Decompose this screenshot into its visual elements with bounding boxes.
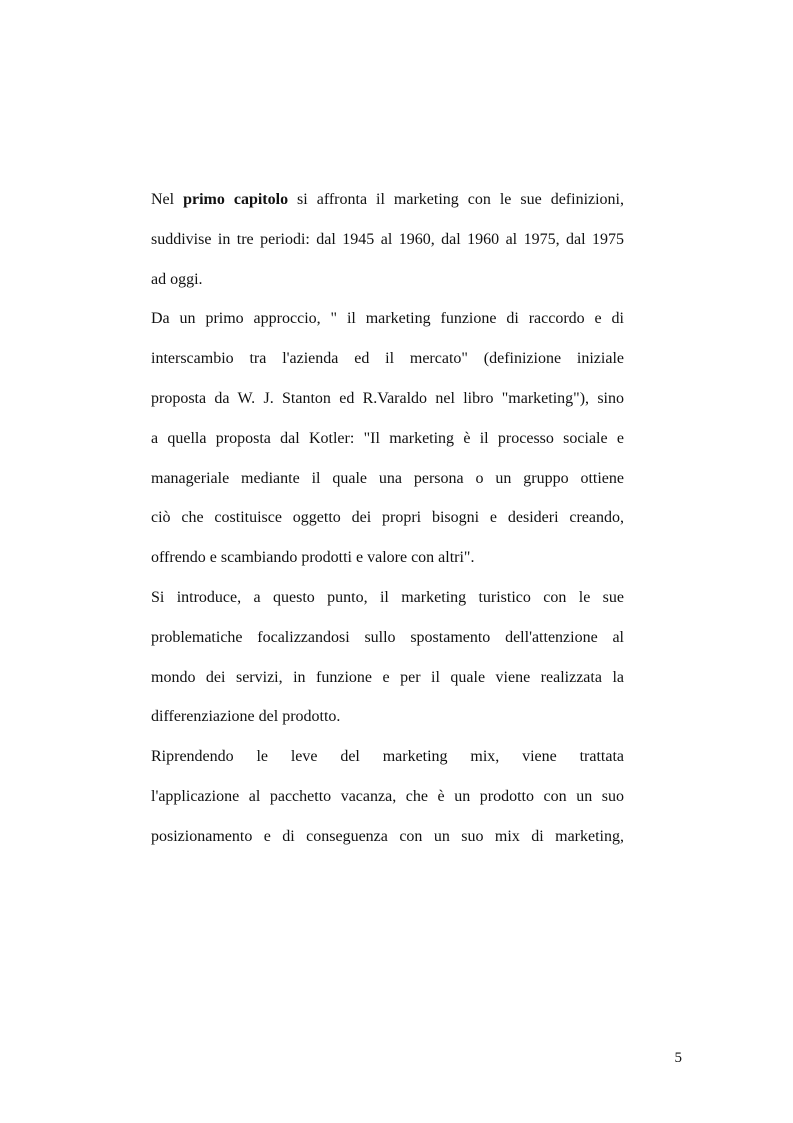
text-line-13: mondo dei servizi, in funzione e per il quale viene realizzata la [151, 668, 624, 686]
text-line-17: posizionamento e di conseguenza con un suo mix di marketing, [151, 827, 624, 845]
text-line-6: proposta da W. J. Stanton ed R.Varaldo nel libro "marketing"), sino [151, 389, 624, 407]
text-line-3: ad oggi. [151, 270, 203, 288]
bold-text-primo-capitolo: primo capitolo [183, 191, 289, 208]
text-line-10: offrendo e scambiando prodotti e valore con altri". [151, 549, 475, 567]
page-number: 5 [674, 1050, 682, 1066]
text-run: si affronta il marketing con le sue definizioni, [288, 191, 624, 208]
text-run: Nel [151, 191, 184, 208]
text-line-14: differenziazione del prodotto. [151, 708, 341, 726]
text-line-7: a quella proposta dal Kotler: "Il marketing è il processo sociale e [151, 429, 624, 447]
text-line-4: Da un primo approccio, " il marketing funzione di raccordo e di [151, 310, 624, 328]
text-line-16: l'applicazione al pacchetto vacanza, che è un prodotto con un suo [151, 787, 624, 805]
text-line-2: suddivise in tre periodi: dal 1945 al 1960, dal 1960 al 1975, dal 1975 [151, 230, 624, 248]
text-line-9: ciò che costituisce oggetto dei propri bisogni e desideri creando, [151, 509, 624, 527]
body-text [151, 182, 624, 859]
text-line-12: problematiche focalizzandosi sullo spostamento dell'attenzione al [151, 628, 624, 646]
text-line-15: Riprendendo le leve del marketing mix, viene trattata [151, 748, 624, 766]
text-line-1 [151, 182, 624, 222]
text-line-5: interscambio tra l'azienda ed il mercato" (definizione iniziale [151, 350, 624, 368]
text-line-8: manageriale mediante il quale una persona o un gruppo ottiene [151, 469, 624, 487]
text-line-11: Si introduce, a questo punto, il marketing turistico con le sue [151, 588, 624, 606]
